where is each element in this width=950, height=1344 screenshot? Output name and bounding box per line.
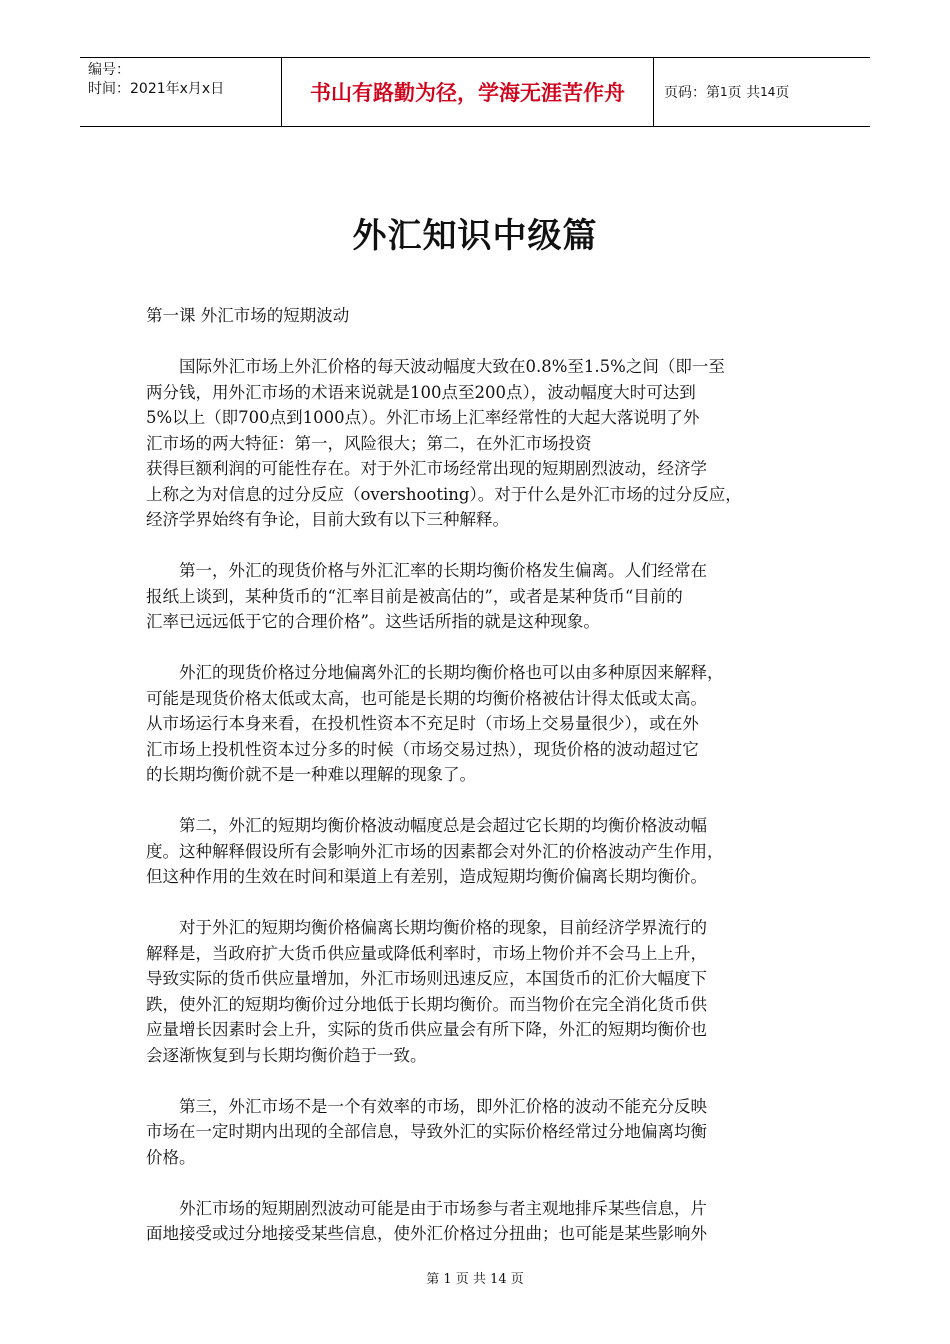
paragraph-line: 上称之为对信息的过分反应（overshooting）。对于什么是外汇市场的过分反应，: [146, 484, 742, 504]
page-footer: 第 1 页 共 14 页: [426, 1272, 524, 1287]
paragraph-line: 从市场运行本身来看，在投机性资本不充足时（市场上交易量很少），或在外: [146, 714, 699, 733]
paragraph-line: 5%以上（即700点到1000点）。外汇市场上汇率经常性的大起大落说明了外: [146, 408, 700, 427]
header-page-info: [654, 58, 870, 126]
paragraph-line: 两分钱，用外汇市场的术语来说就是100点至200点），波动幅度大时可达到: [146, 382, 696, 402]
page-mid: 页 共: [727, 85, 761, 101]
time-label: 时间：2021年x月x日: [88, 81, 225, 97]
body-paragraph: [146, 1094, 813, 1171]
paragraph-line: 会逐渐恢复到与长期均衡价趋于一致。: [146, 1045, 427, 1065]
paragraph-list: [146, 354, 813, 1247]
paragraph-line: 汇率已远远低于它的合理价格”。这些话所指的就是这种现象。: [146, 612, 600, 631]
paragraph-line: 应量增长因素时会上升，实际的货币供应量会有所下降，外汇的短期均衡价也: [146, 1020, 707, 1039]
paragraph-line: 解释是，当政府扩大货币供应量或降低利率时，市场上物价并不会马上上升，: [146, 943, 707, 963]
paragraph-line: 对于外汇的短期均衡价格偏离长期均衡价格的现象，目前经济学界流行的: [179, 918, 707, 937]
document-body: [146, 303, 813, 1272]
paragraph-line: 第三，外汇市场不是一个有效率的市场，即外汇价格的波动不能充分反映: [179, 1096, 707, 1116]
header-meta: [80, 58, 281, 126]
body-paragraph: [146, 354, 813, 533]
paragraph-line: 市场在一定时期内出现的全部信息，导致外汇的实际价格经常过分地偏离均衡: [146, 1122, 707, 1141]
paragraph-line: 经济学界始终有争论，目前大致有以下三种解释。: [146, 510, 509, 529]
lesson-heading: 第一课 外汇市场的短期波动: [146, 306, 350, 325]
body-paragraph: [146, 660, 813, 788]
page-number: 1: [720, 85, 728, 99]
document-title: 外汇知识中级篇: [352, 216, 598, 256]
paragraph-line: 第二，外汇的短期均衡价格波动幅度总是会超过它长期的均衡价格波动幅: [179, 816, 707, 835]
page-suffix: 页: [775, 85, 790, 101]
paragraph-line: 度。这种解释假设所有会影响外汇市场的因素都会对外汇的价格波动产生作用，: [146, 841, 724, 861]
paragraph-line: 汇市场上投机性资本过分多的时候（市场交易过热），现货价格的波动超过它: [146, 739, 699, 759]
paragraph-line: 导致实际的货币供应量增加，外汇市场则迅速反应，本国货币的汇价大幅度下: [146, 969, 707, 988]
paragraph-line: 汇市场的两大特征：第一，风险很大；第二，在外汇市场投资: [146, 433, 592, 453]
paragraph-line: 但这种作用的生效在时间和渠道上有差别，造成短期均衡价偏离长期均衡价。: [146, 867, 707, 886]
body-paragraph: [146, 813, 813, 890]
paragraph-line: 价格。: [146, 1147, 196, 1167]
header-table: [80, 57, 870, 127]
paragraph-line: 外汇市场的短期剧烈波动可能是由于市场参与者主观地排斥某些信息，片: [179, 1198, 707, 1218]
paragraph-line: 的长期均衡价就不是一种难以理解的现象了。: [146, 765, 476, 784]
page-prefix: 页码：第: [664, 85, 720, 101]
body-paragraph: [146, 915, 813, 1068]
paragraph-line: 报纸上谈到，某种货币的“汇率目前是被高估的”，或者是某种货币“目前的: [146, 586, 683, 606]
paragraph-line: 可能是现货价格太低或太高，也可能是长期的均衡价格被估计得太低或太高。: [146, 688, 707, 708]
number-label: 编号：: [88, 62, 130, 78]
paragraph-line: 第一，外汇的现货价格与外汇汇率的长期均衡价格发生偏离。人们经常在: [179, 561, 707, 580]
paragraph-line: 外汇的现货价格过分地偏离外汇的长期均衡价格也可以由多种原因来解释，: [179, 663, 724, 682]
paragraph-line: 获得巨额利润的可能性存在。对于外汇市场经常出现的短期剧烈波动，经济学: [146, 459, 707, 478]
page-total: 14: [760, 85, 776, 99]
body-paragraph: [146, 558, 813, 635]
paragraph-line: 面地接受或过分地接受某些信息，使外汇价格过分扭曲；也可能是某些影响外: [146, 1224, 707, 1243]
body-paragraph: [146, 1196, 813, 1247]
header-motto: 书山有路勤为径，学海无涯苦作舟: [281, 58, 654, 126]
paragraph-line: 国际外汇市场上外汇价格的每天波动幅度大致在0.8%至1.5%之间（即一至: [179, 357, 725, 376]
paragraph-line: 跌，使外汇的短期均衡价过分地低于长期均衡价。而当物价在完全消化货币供: [146, 994, 707, 1014]
